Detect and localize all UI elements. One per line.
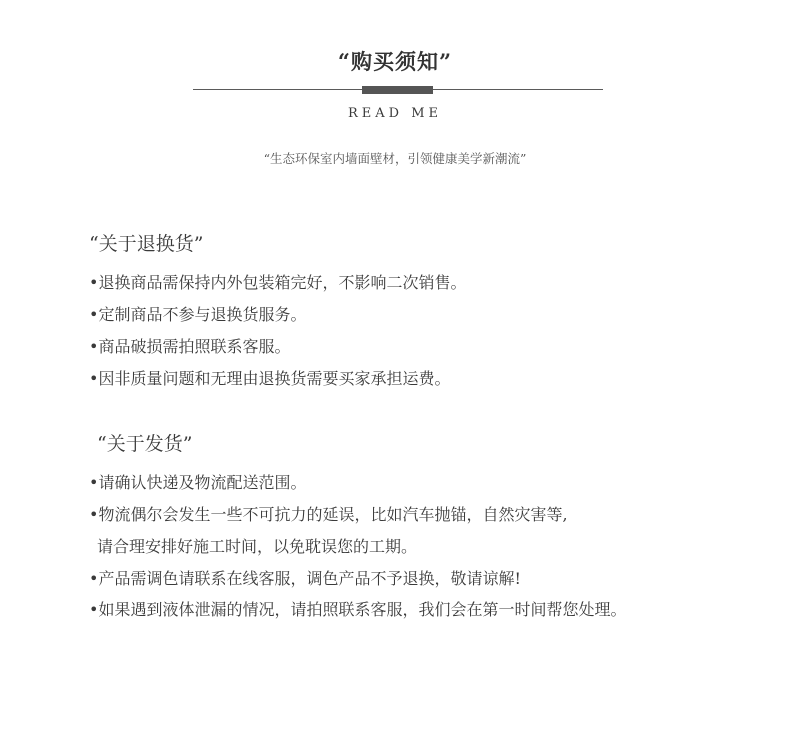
list-item: •定制商品不参与退换货服务。	[89, 305, 307, 324]
list-item: •请确认快递及物流配送范围。	[89, 473, 307, 492]
tagline: “生态环保室内墙面壁材，引领健康美学新潮流”	[263, 151, 527, 166]
page-title: “购买须知”	[337, 49, 453, 74]
list-item: •物流偶尔会发生一些不可抗力的延误，比如汽车抛锚，自然灾害等,	[89, 505, 568, 524]
list-item-continuation: 请合理安排好施工时间，以免耽误您的工期。	[97, 537, 418, 556]
list-item: •产品需调色请联系在线客服，调色产品不予退换，敬请谅解!	[89, 569, 521, 588]
page-header	[0, 0, 790, 200]
list-item: •退换商品需保持内外包装箱完好，不影响二次销售。	[89, 273, 467, 292]
title-divider-bar	[362, 86, 433, 94]
section-title-shipping: “关于发货”	[97, 433, 193, 455]
page-subtitle: READ ME	[347, 106, 443, 121]
list-item: •商品破损需拍照联系客服。	[89, 337, 291, 356]
list-item: •因非质量问题和无理由退换货需要买家承担运费。	[89, 369, 451, 388]
section-title-returns: “关于退换货”	[89, 233, 204, 255]
list-item: •如果遇到液体泄漏的情况，请拍照联系客服，我们会在第一时间帮您处理。	[89, 600, 627, 619]
